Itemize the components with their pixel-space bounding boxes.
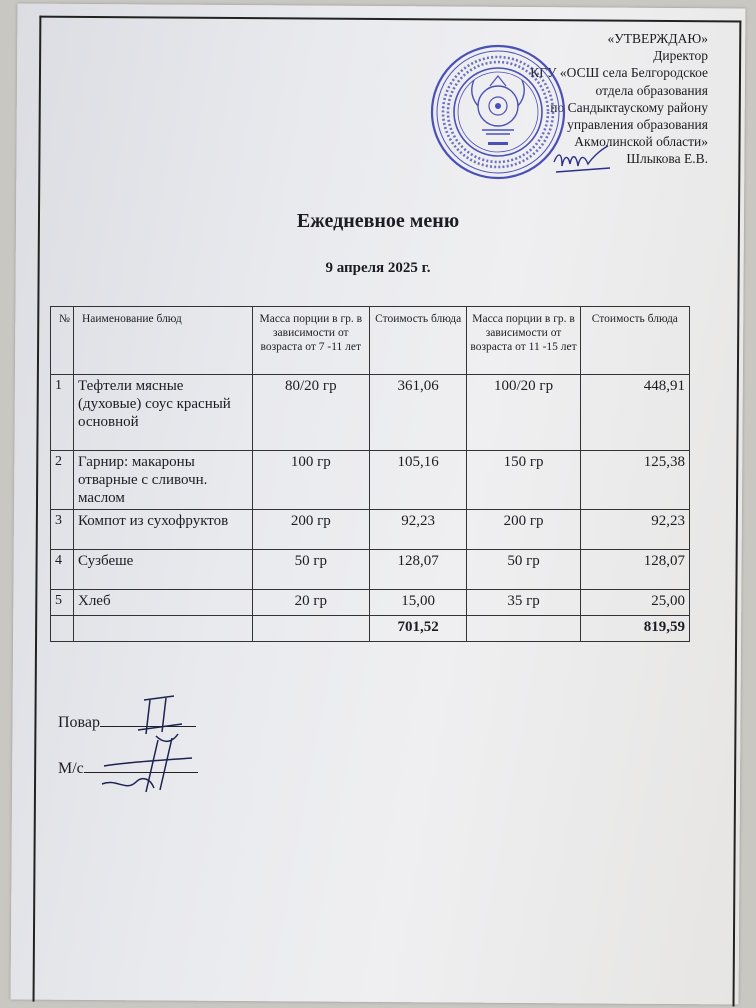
cost-7-11: 92,23: [369, 510, 466, 550]
approval-line: отдела образования: [595, 82, 708, 98]
totals-empty-cell: [51, 616, 74, 642]
dish-name: Тефтели мясные (духовые) соус красный основной: [73, 375, 252, 451]
row-number: 3: [51, 510, 74, 550]
row-number: 4: [51, 550, 74, 590]
col-header-cost-7-11: Стоимость блюда: [369, 307, 466, 375]
dish-name: Хлеб: [73, 590, 252, 616]
total-cost-7-11: 701,52: [369, 616, 466, 642]
col-header-dish-name: Наименование блюд: [73, 307, 252, 375]
dish-name: Компот из сухофруктов: [73, 510, 252, 550]
table-row: [51, 590, 690, 616]
cost-11-15: 25,00: [580, 590, 689, 616]
mass-11-15: 100/20 гр: [467, 375, 580, 451]
nurse-label: М/с: [58, 760, 84, 777]
cost-7-11: 128,07: [369, 550, 466, 590]
mass-7-11: 80/20 гр: [252, 375, 369, 451]
dish-name: Сузбеше: [73, 550, 252, 590]
col-header-cost-11-15: Стоимость блюда: [580, 307, 689, 375]
table-row: [51, 510, 690, 550]
col-header-mass-11-15: Масса порции в гр. в зависимости от возраста от 11 -15 лет: [467, 307, 580, 375]
mass-7-11: 100 гр: [252, 451, 369, 510]
table-header-row: [51, 307, 690, 375]
row-number: 2: [51, 451, 74, 510]
mass-7-11: 200 гр: [252, 510, 369, 550]
dish-name: Гарнир: макароны отварные с сливочн. маслом: [73, 451, 252, 510]
cost-7-11: 105,16: [369, 451, 466, 510]
col-header-mass-7-11: Масса порции в гр. в зависимости от возраста от 7 -11 лет: [252, 307, 369, 375]
director-signature: [550, 138, 614, 186]
page-title: Ежедневное меню: [296, 210, 460, 232]
mass-7-11: 50 гр: [252, 550, 369, 590]
mass-11-15: 50 гр: [467, 550, 580, 590]
mass-11-15: 200 гр: [467, 510, 580, 550]
approval-line: «УТВЕРЖДАЮ»: [607, 31, 708, 46]
nurse-signature: [96, 732, 196, 800]
menu-date: 9 апреля 2025 г.: [325, 260, 431, 276]
table-row: [51, 451, 690, 510]
totals-empty-cell: [252, 616, 369, 642]
col-header-number: №: [51, 307, 74, 375]
mass-7-11: 20 гр: [252, 590, 369, 616]
totals-empty-cell: [73, 616, 252, 642]
mass-11-15: 150 гр: [467, 451, 580, 510]
approval-line: по Сандыктаускому району: [550, 99, 708, 115]
totals-empty-cell: [467, 616, 580, 642]
approval-line: управления образования: [567, 117, 708, 133]
official-seal-stamp: [428, 42, 568, 182]
cost-7-11: 361,06: [369, 375, 466, 451]
row-number: 1: [51, 375, 74, 451]
cook-label: Повар: [58, 714, 100, 731]
approval-line: Директор: [653, 48, 708, 64]
mass-11-15: 35 гр: [467, 590, 580, 616]
menu-table: [50, 306, 690, 642]
approval-line: Акмолинской области»: [574, 134, 708, 150]
table-row: [51, 375, 690, 451]
totals-row: [51, 616, 690, 642]
cost-11-15: 448,91: [580, 375, 689, 451]
row-number: 5: [51, 590, 74, 616]
approval-line: КГУ «ОСШ села Белгородское: [530, 65, 708, 81]
total-cost-11-15: 819,59: [580, 616, 689, 642]
approval-line: Шлыкова Е.В.: [626, 151, 708, 167]
table-row: [51, 550, 690, 590]
cost-11-15: 92,23: [580, 510, 689, 550]
cost-11-15: 128,07: [580, 550, 689, 590]
cost-11-15: 125,38: [580, 451, 689, 510]
cost-7-11: 15,00: [369, 590, 466, 616]
